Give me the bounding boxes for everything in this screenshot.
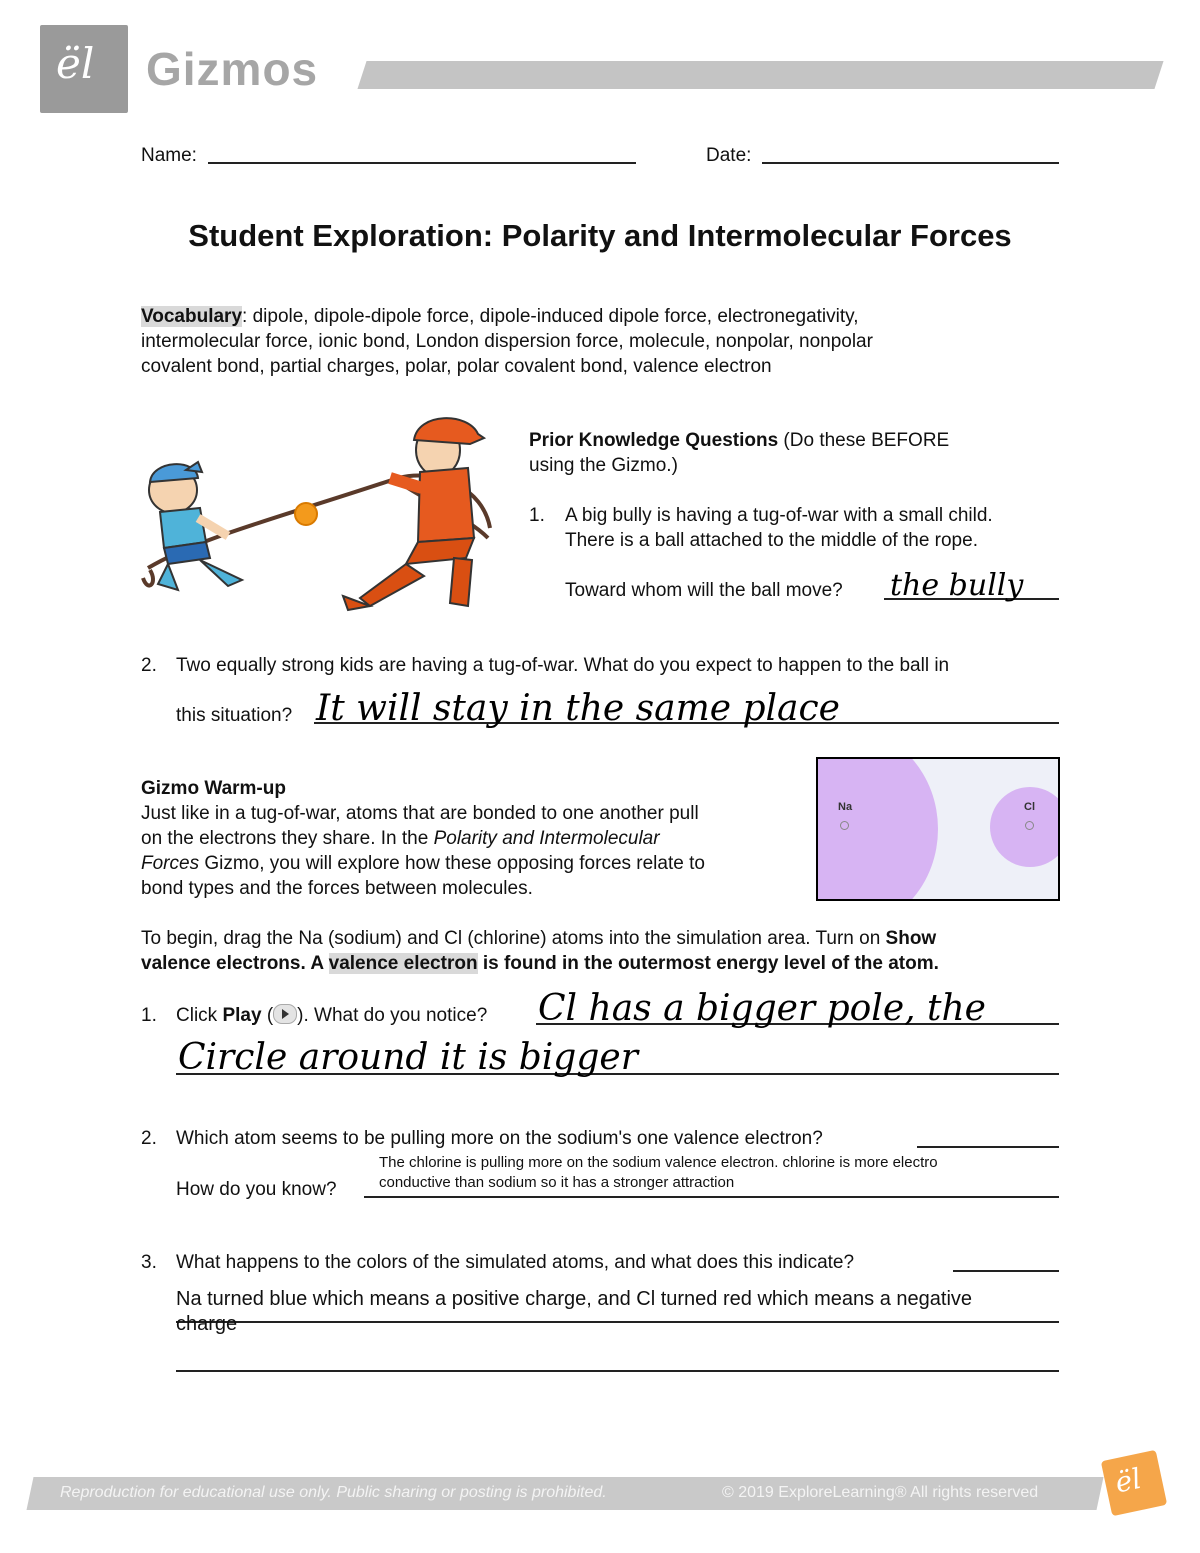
bully-figure bbox=[343, 418, 484, 610]
warmup-p1-line-2a: on the electrons they share. In the bbox=[141, 828, 434, 849]
date-field[interactable] bbox=[762, 162, 1059, 164]
prior-heading-note-2: using the Gizmo.) bbox=[529, 455, 678, 476]
footer-logo-glyph: ël bbox=[1112, 1461, 1145, 1500]
name-label: Name: bbox=[141, 145, 197, 166]
page-title: Student Exploration: Polarity and Intermolecular Forces bbox=[188, 218, 1012, 253]
simulation-thumbnail bbox=[816, 757, 1060, 901]
play-icon[interactable] bbox=[273, 1004, 297, 1024]
warmup-q1-play: Play bbox=[222, 1005, 262, 1026]
cl-label: Cl bbox=[1024, 801, 1035, 813]
warmup-q2-answer-line-2[interactable] bbox=[364, 1196, 1059, 1198]
cl-electron bbox=[1025, 821, 1034, 830]
warmup-p1-line-2b: Polarity and Intermolecular bbox=[433, 828, 660, 849]
warmup-paragraph-1 bbox=[141, 801, 811, 901]
warmup-q2-answer-line-1-text: The chlorine is pulling more on the sodium valence electron. chlorine is more electro bbox=[379, 1154, 938, 1171]
warmup-q2-number: 2. bbox=[141, 1128, 157, 1149]
prior-q2-prompt: this situation? bbox=[176, 705, 293, 726]
footer-notice: Reproduction for educational use only. Public sharing or posting is prohibited. bbox=[60, 1484, 607, 1501]
ball bbox=[295, 503, 317, 525]
warmup-p2-line-2d: is found in the outermost energy level of the atom. bbox=[477, 953, 939, 974]
warmup-q2-text: Which atom seems to be pulling more on the sodium's one valence electron? bbox=[176, 1128, 823, 1149]
warmup-paragraph-2 bbox=[141, 926, 1071, 976]
warmup-q3-answer-line-2[interactable] bbox=[176, 1370, 1059, 1372]
vocabulary-line-1: : dipole, dipole-dipole force, dipole-induced dipole force, electronegativity, bbox=[242, 306, 859, 327]
name-field[interactable] bbox=[208, 162, 636, 164]
prior-q1-prompt: Toward whom will the ball move? bbox=[565, 580, 843, 601]
prior-q1-number: 1. bbox=[529, 505, 545, 526]
warmup-q3-answer-line-0[interactable] bbox=[953, 1270, 1059, 1272]
prior-q2-answer: It will stay in the same place bbox=[316, 688, 840, 729]
warmup-p1-line-3a: Forces bbox=[141, 853, 200, 874]
warmup-q1-answer-line-2-text: Circle around it is bigger bbox=[178, 1037, 638, 1078]
warmup-q1-answer-line-1-text: Cl has a bigger pole, the bbox=[538, 988, 986, 1029]
child-figure bbox=[149, 462, 242, 590]
warmup-q1-d: ). What do you notice? bbox=[297, 1005, 488, 1026]
vocabulary-line-2: intermolecular force, ionic bond, London dispersion force, molecule, nonpolar, nonpolar bbox=[141, 331, 873, 352]
warmup-q2-answer-line-1[interactable] bbox=[917, 1146, 1059, 1148]
prior-q1-answer: the bully bbox=[890, 568, 1024, 603]
warmup-heading: Gizmo Warm-up bbox=[141, 778, 286, 799]
warmup-q3-answer-line-2-text: charge bbox=[176, 1313, 238, 1335]
warmup-p1-line-4: bond types and the forces between molecules. bbox=[141, 878, 533, 899]
footer-copyright: © 2019 ExploreLearning® All rights reserved bbox=[722, 1484, 1039, 1501]
date-label: Date: bbox=[706, 145, 752, 166]
vocabulary-block bbox=[141, 304, 873, 379]
warmup-q2-answer-line-2-text: conductive than sodium so it has a stronger attraction bbox=[379, 1174, 735, 1191]
header-bar bbox=[357, 61, 1163, 89]
warmup-q1-text bbox=[176, 1003, 487, 1028]
warmup-p2-line-2c: valence electron bbox=[328, 953, 478, 974]
warmup-p1-line-3b: Gizmo, you will explore how these opposing forces relate to bbox=[199, 853, 705, 874]
prior-q2-line-1: Two equally strong kids are having a tug-of-war. What do you expect to happen to the ball in bbox=[176, 655, 950, 676]
warmup-q1-c: ( bbox=[261, 1005, 274, 1026]
na-atom-cloud bbox=[816, 757, 938, 901]
warmup-q3-number: 3. bbox=[141, 1252, 157, 1273]
na-electron bbox=[840, 821, 849, 830]
brand-name: Gizmos bbox=[146, 43, 319, 95]
warmup-q3-answer-line-1[interactable] bbox=[176, 1321, 1059, 1323]
warmup-p1-line-1: Just like in a tug-of-war, atoms that are bonded to one another pull bbox=[141, 803, 699, 824]
tug-of-war-illustration bbox=[138, 408, 498, 613]
warmup-q1-a: Click bbox=[176, 1005, 223, 1026]
warmup-p2-line-2a: valence electrons. bbox=[141, 953, 306, 974]
warmup-q3-answer-line-1-text: Na turned blue which means a positive charge, and Cl turned red which means a negative bbox=[176, 1288, 973, 1310]
prior-heading-bold: Prior Knowledge Questions bbox=[529, 430, 779, 451]
vocabulary-label: Vocabulary bbox=[141, 306, 243, 327]
warmup-p2-line-1a: To begin, drag the Na (sodium) and Cl (chlorine) atoms into the simulation area. Turn on bbox=[141, 928, 886, 949]
warmup-q2-prompt: How do you know? bbox=[176, 1179, 337, 1200]
warmup-p2-line-2b: A bbox=[305, 953, 329, 974]
prior-q1-line-2: There is a ball attached to the middle of the rope. bbox=[565, 530, 978, 551]
footer-logo-icon bbox=[1101, 1450, 1167, 1516]
warmup-p2-line-1b: Show bbox=[885, 928, 937, 949]
prior-q2-number: 2. bbox=[141, 655, 157, 676]
warmup-q1-number: 1. bbox=[141, 1005, 157, 1026]
prior-heading-note: (Do these BEFORE bbox=[778, 430, 950, 451]
prior-q1-line-1: A big bully is having a tug-of-war with a small child. bbox=[565, 505, 993, 526]
warmup-q3-text: What happens to the colors of the simulated atoms, and what does this indicate? bbox=[176, 1252, 855, 1273]
vocabulary-line-3: covalent bond, partial charges, polar, polar covalent bond, valence electron bbox=[141, 356, 772, 377]
prior-knowledge-heading bbox=[529, 428, 949, 453]
na-label: Na bbox=[838, 801, 853, 813]
explorelearning-logo bbox=[40, 25, 128, 113]
logo-glyph: ël bbox=[56, 39, 95, 88]
